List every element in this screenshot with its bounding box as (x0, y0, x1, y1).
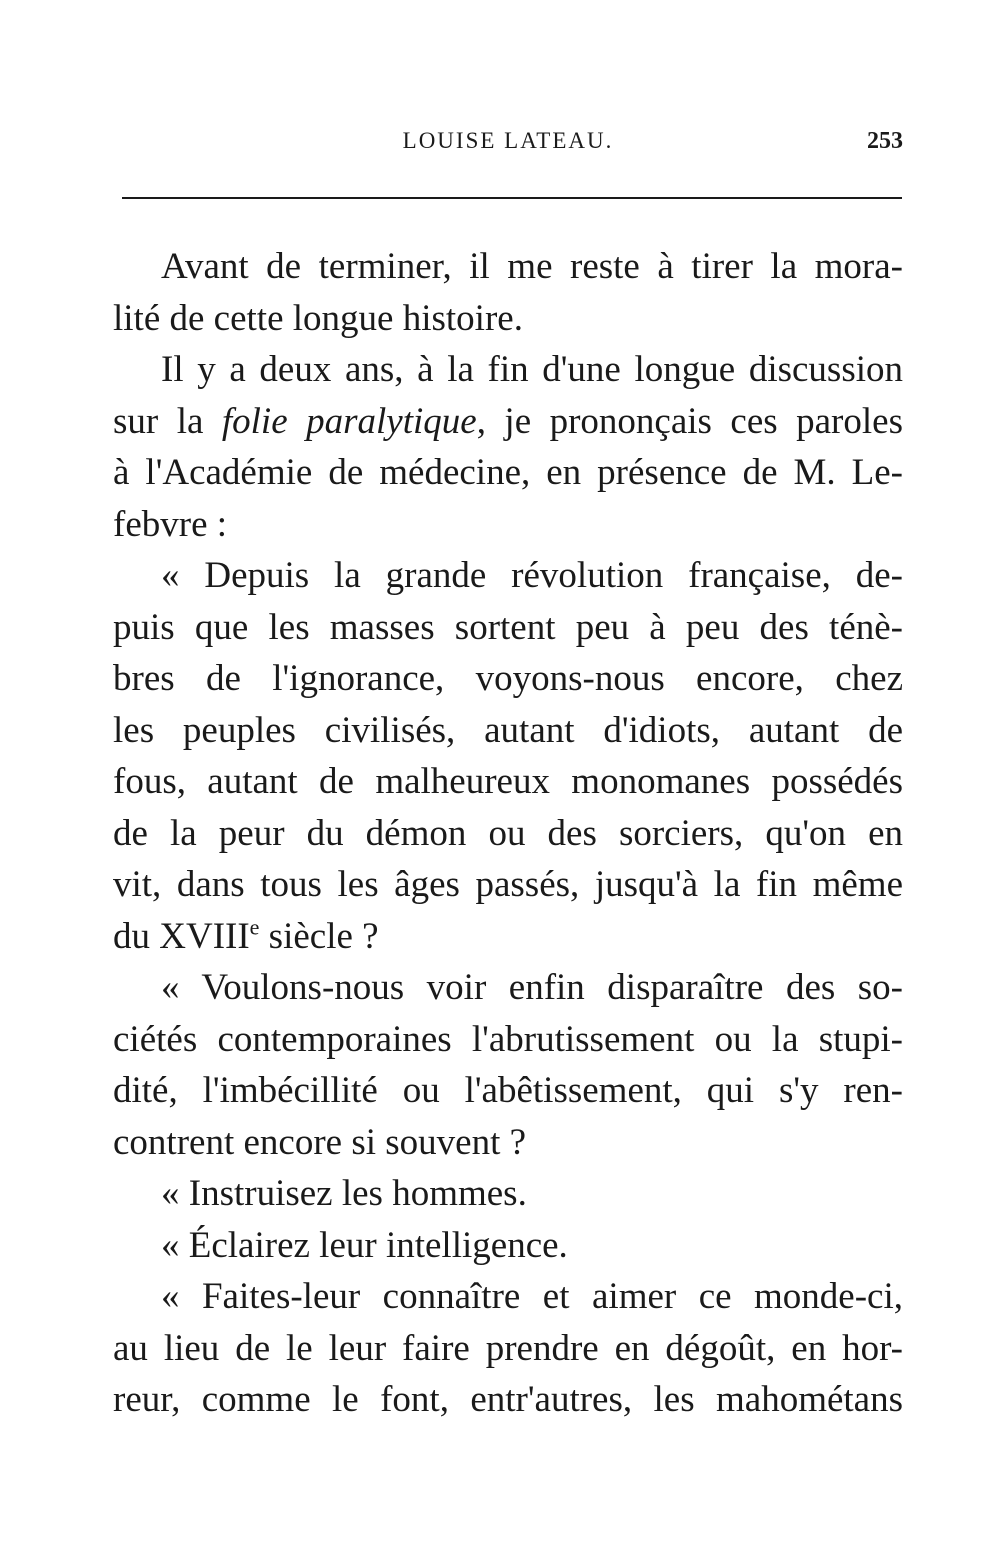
text-line: bres de l'ignorance, voyons-nous encore, chez (113, 658, 903, 699)
text-line: dité, l'imbécillité ou l'abêtissement, qui s'y ren- (113, 1070, 903, 1111)
text-line: contrent encore si souvent ? (113, 1121, 527, 1163)
text-segment: du (113, 915, 160, 957)
text-line: lité de cette longue histoire. (113, 297, 523, 339)
text-line: ciétés contemporaines l'abrutissement ou la stupi- (113, 1018, 903, 1060)
superscript: e (249, 914, 260, 940)
text-line: Il y a deux ans, à la fin d'une longue discussion (161, 349, 903, 390)
text-line: « Éclairez leur intelligence. (161, 1224, 568, 1266)
text-line: fous, autant de malheureux monomanes possédés (113, 761, 903, 802)
text-line (113, 396, 903, 448)
text-segment: , je prononçais ces paroles (476, 400, 903, 442)
running-title: LOUISE LATEAU. (402, 128, 614, 153)
text-line: « Instruisez les hommes. (161, 1173, 527, 1214)
text-line: vit, dans tous les âges passés, jusqu'à la fin même (113, 864, 903, 905)
text-line: Avant de terminer, il me reste à tirer la mora- (161, 246, 903, 287)
text-line: de la peur du démon ou des sorciers, qu'on en (113, 812, 903, 854)
text-line: febvre : (113, 503, 228, 545)
century-numeral: XVIII (159, 915, 250, 957)
text-line: puis que les masses sortent peu à peu des ténè- (113, 606, 903, 648)
text-segment: sur la (113, 400, 222, 442)
page-number: 253 (867, 128, 903, 154)
text-line: les peuples civilisés, autant d'idiots, autant de (113, 709, 903, 751)
text-line: « Voulons-nous voir enfin disparaître des so- (161, 967, 903, 1008)
header-rule (122, 197, 902, 199)
text-line: « Depuis la grande révolution française, de- (161, 555, 903, 596)
text-line: à l'Académie de médecine, en présence de M. Le- (113, 452, 903, 493)
text-line: reur, comme le font, entr'autres, les mahométans (113, 1379, 903, 1420)
text-line: au lieu de le leur faire prendre en dégoût, en hor- (113, 1327, 903, 1369)
running-head (113, 128, 903, 168)
body-text (113, 241, 903, 1426)
text-line (113, 911, 903, 963)
italic-term: folie paralytique (221, 400, 477, 442)
text-line: « Faites-leur connaître et aimer ce monde-ci, (161, 1276, 903, 1317)
text-segment: siècle ? (259, 915, 379, 957)
